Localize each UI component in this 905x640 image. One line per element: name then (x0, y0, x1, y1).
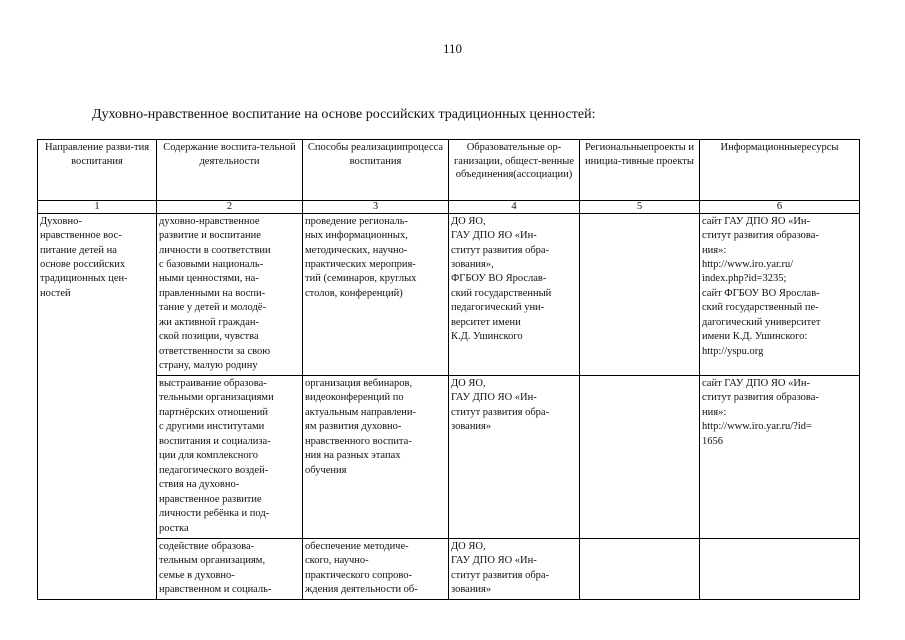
cell-methods (303, 213, 449, 375)
cell-text-line: традиционных цен- (40, 273, 128, 285)
cell-resources (700, 213, 860, 375)
cell-text-line: зования» (451, 421, 492, 433)
cell-text-line: ностей (40, 287, 71, 299)
cell-text-line: Информационные (720, 142, 802, 153)
cell-text-line: организация вебинаров, (305, 377, 413, 389)
cell-text-line: тивные проекты (621, 155, 694, 167)
cell-text-line: ГАУ ДПО ЯО «Ин- (451, 555, 537, 567)
cell-text-line: личности ребёнка и под- (159, 508, 270, 520)
cell-text-line: правленными на воспи- (159, 287, 266, 299)
cell-text-line: ГАУ ДПО ЯО «Ин- (451, 230, 537, 242)
header-methods (303, 140, 449, 201)
cell-text-line: тельным организациям, (159, 555, 266, 567)
cell-text-line: дагогический университет (702, 316, 821, 328)
cell-text-line: нравственное вос- (40, 230, 122, 242)
column-number: 3 (303, 201, 449, 214)
cell-text-line: партнёрских отношений (159, 406, 268, 418)
cell-text-line: верситет имени (451, 316, 521, 328)
cell-text-line: Направление разви- (44, 142, 134, 153)
cell-text-line: ДО ЯО, (451, 215, 486, 227)
cell-organizations (449, 375, 580, 538)
cell-text-line: ГАУ ДПО ЯО «Ин- (451, 392, 537, 404)
cell-text-line: http://www.iro.yar.ru/ (702, 259, 794, 270)
cell-content (157, 538, 303, 599)
cell-text-line: видеоконференций по (305, 392, 404, 404)
cell-text-line: Духовно- (40, 215, 82, 227)
cell-text-line: (ассоциации) (513, 169, 573, 181)
cell-text-line: столов, конференций) (305, 287, 403, 299)
cell-text-line: ния»: (702, 244, 727, 256)
cell-text-line: содействие образова- (159, 540, 255, 552)
cell-text-line: зования» (451, 584, 492, 596)
cell-text-line: духовно-нравственное (159, 215, 260, 227)
cell-text-line: семье в духовно- (159, 569, 235, 581)
cell-text-line: ДО ЯО, (451, 377, 486, 389)
cell-text-line: К.Д. Ушинского (451, 331, 523, 343)
cell-text-line: ния»: (702, 406, 727, 418)
column-number: 1 (38, 201, 157, 214)
cell-text-line: http://www.iro.yar.ru/?id= (702, 421, 812, 433)
cell-text-line: Способы реализации (307, 142, 403, 153)
education-plan-table (37, 139, 860, 600)
cell-organizations (449, 213, 580, 375)
cell-text-line: index.php?id=3235; (702, 273, 787, 285)
cell-projects (580, 538, 700, 599)
header-organizations (449, 140, 580, 201)
cell-text-line: ствия на духовно- (159, 479, 240, 491)
column-number: 5 (580, 201, 700, 214)
column-number-row (38, 201, 860, 214)
cell-projects (580, 213, 700, 375)
cell-text-line: проекты и инициа- (585, 142, 695, 167)
cell-text-line: ститут развития образова- (702, 392, 819, 404)
table-row (38, 375, 860, 538)
cell-organizations (449, 538, 580, 599)
cell-text-line: страну, малую родину (159, 360, 258, 372)
cell-text-line: ции для комплексного (159, 450, 258, 462)
cell-text-line: ных информационных, (305, 230, 408, 242)
cell-text-line: Образовательные ор- (466, 142, 562, 153)
cell-text-line: 1656 (702, 435, 723, 447)
cell-text-line: сайт ФГБОУ ВО Ярослав- (702, 287, 820, 299)
cell-methods (303, 375, 449, 538)
cell-resources (700, 375, 860, 538)
cell-text-line: ский государственный пе- (702, 302, 819, 314)
cell-text-line: ститут развития обра- (451, 244, 550, 256)
cell-text-line: обеспечение методиче- (305, 540, 409, 552)
cell-text-line: тельной деятельности (199, 142, 296, 167)
cell-text-line: нравственное развитие (159, 493, 262, 505)
cell-text-line: ответственности за свою (159, 345, 271, 357)
cell-text-line: ский государственный (451, 287, 552, 299)
section-heading: Духовно-нравственное воспитание на основе российских традиционных ценностей: (92, 107, 596, 122)
cell-text-line: нравственном и социаль- (159, 584, 272, 596)
cell-text-line: тий (семинаров, круглых (305, 273, 417, 285)
cell-text-line: ресурсы (801, 142, 839, 153)
table-row (38, 538, 860, 599)
cell-text-line: зования», (451, 259, 494, 270)
cell-text-line: тельными организациями (159, 392, 274, 404)
header-direction (38, 140, 157, 201)
cell-direction (38, 213, 157, 599)
cell-text-line: проведение региональ- (305, 215, 409, 227)
cell-text-line: ными ценностями, на- (159, 273, 259, 285)
cell-text-line: развитие и воспитание (159, 230, 261, 242)
page-number: 110 (442, 41, 463, 56)
cell-text-line: педагогический уни- (451, 302, 545, 314)
cell-text-line: ям развития духовно- (305, 421, 402, 433)
cell-text-line: ганизации, общест- (454, 155, 542, 167)
cell-text-line: сайт ГАУ ДПО ЯО «Ин- (702, 215, 811, 227)
cell-projects (580, 375, 700, 538)
cell-text-line: ФГБОУ ВО Ярослав- (451, 273, 547, 285)
cell-text-line: питание детей на (40, 244, 117, 256)
cell-text-line: нравственного воспита- (305, 435, 412, 447)
header-content (157, 140, 303, 201)
cell-text-line: педагогического воздей- (159, 464, 269, 476)
column-number: 4 (449, 201, 580, 214)
cell-text-line: воспитания и социализа- (159, 435, 271, 447)
cell-text-line: ния на разных этапах (305, 450, 401, 462)
column-number: 6 (700, 201, 860, 214)
cell-text-line: с другими институтами (159, 421, 265, 433)
cell-text-line: практических мероприя- (305, 259, 416, 270)
cell-text-line: тание у детей и молодё- (159, 302, 266, 314)
cell-text-line: ростка (159, 522, 189, 534)
cell-content (157, 213, 303, 375)
header-resources (700, 140, 860, 201)
cell-text-line: жи активной граждан- (159, 316, 259, 328)
cell-resources (700, 538, 860, 599)
cell-text-line: сайт ГАУ ДПО ЯО «Ин- (702, 377, 811, 389)
cell-text-line: процесса воспитания (349, 142, 444, 167)
column-number: 2 (157, 201, 303, 214)
cell-text-line: выстраивание образова- (159, 377, 267, 389)
table-row (38, 213, 860, 375)
cell-text-line: венные объединения (455, 155, 574, 181)
cell-text-line: ждения деятельности об- (305, 584, 418, 596)
cell-text-line: http://yspu.org (702, 345, 764, 357)
cell-text-line: Региональные (584, 142, 649, 153)
cell-text-line: с базовыми националь- (159, 259, 264, 270)
cell-methods (303, 538, 449, 599)
header-projects (580, 140, 700, 201)
cell-text-line: Содержание воспита- (163, 142, 261, 153)
cell-text-line: основе российских (40, 259, 126, 270)
cell-text-line: тия воспитания (71, 142, 150, 167)
cell-text-line: ДО ЯО, (451, 540, 486, 552)
cell-text-line: ской позиции, чувства (159, 331, 259, 343)
cell-text-line: имени К.Д. Ушинского: (702, 331, 808, 343)
cell-text-line: актуальным направлени- (305, 406, 417, 418)
cell-text-line: обучения (305, 464, 347, 476)
cell-text-line: ститут развития обра- (451, 406, 550, 418)
cell-text-line: практического сопрово- (305, 569, 412, 581)
table-header-row (38, 140, 860, 201)
cell-text-line: личности в соответствии (159, 244, 271, 256)
cell-content (157, 375, 303, 538)
cell-text-line: ститут развития обра- (451, 569, 550, 581)
cell-text-line: методических, научно- (305, 244, 408, 256)
cell-text-line: ститут развития образова- (702, 230, 819, 242)
cell-text-line: ского, научно- (305, 555, 369, 567)
